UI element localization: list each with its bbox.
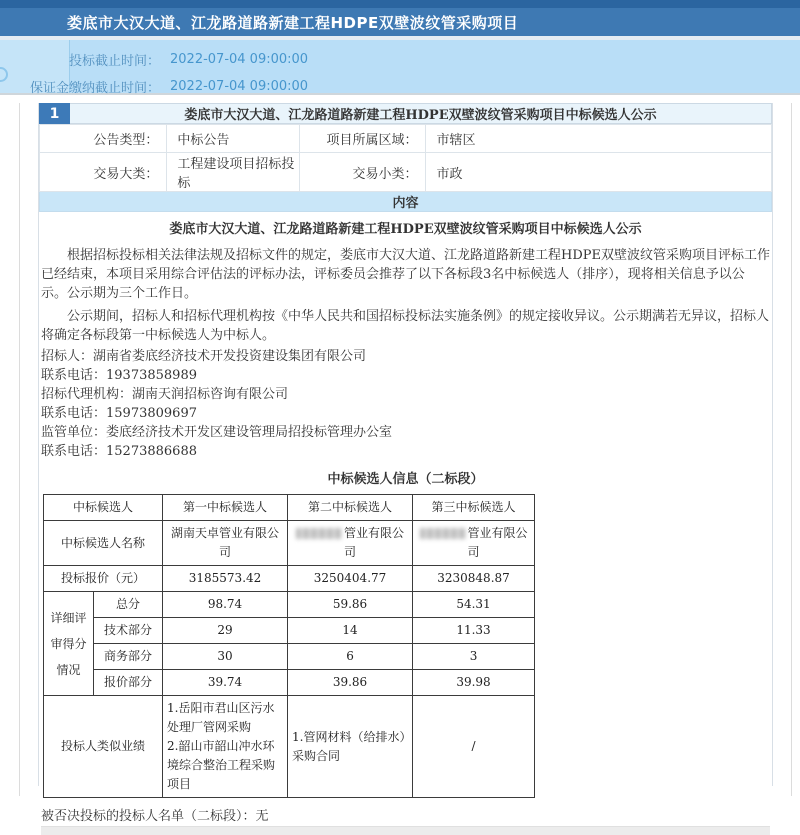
total-score-1: 98.74: [163, 592, 288, 618]
technical-score-label: 技术部分: [94, 618, 163, 644]
header-candidate: 中标候选人: [44, 495, 163, 521]
header-first-candidate: 第一中标候选人: [163, 495, 288, 521]
redacted-name: [296, 528, 342, 539]
region-label: 项目所属区域：: [299, 125, 426, 153]
header-third-candidate: 第三中标候选人: [413, 495, 535, 521]
third-candidate-name: [413, 521, 535, 566]
candidate-table: [43, 494, 535, 798]
business-score-2: 6: [288, 644, 413, 670]
rejected-bidders-note: 被否决投标的投标人名单（二标段）：无: [41, 809, 269, 824]
technical-score-3: 11.33: [413, 618, 535, 644]
candidate-header-row: [44, 495, 535, 521]
meta-row-1: [40, 125, 772, 153]
agency-phone-line: 联系电话：15973809697: [41, 406, 197, 421]
bid-deadline-row: [0, 49, 308, 69]
paragraph-1: 根据招标投标相关法律法规及招标文件的规定，娄底市大汉大道、江龙路道路新建工程HDPE双壁波纹管采购项目评标工作已经结束，本项目采用综合评估法的评标办法，评标委员会推荐了以下各标段3名中标候选人（排序），现将相关信息予以公示。公示期为三个工作日。: [41, 248, 770, 301]
candidate-name-row: [44, 521, 535, 566]
section-index-badge[interactable]: 1: [39, 103, 70, 124]
first-bid-price: 3185573.42: [163, 566, 288, 592]
supervisor-phone-line: 联系电话：15273886688: [41, 444, 197, 459]
trade-major-label: 交易大类：: [40, 153, 167, 192]
deposit-deadline-label: 保证金缴纳截止时间：: [29, 80, 160, 96]
second-candidate-name: [288, 521, 413, 566]
price-score-2: 39.86: [288, 670, 413, 696]
business-score-3: 3: [413, 644, 535, 670]
technical-score-1: 29: [163, 618, 288, 644]
header-second-candidate: 第二中标候选人: [288, 495, 413, 521]
trade-minor-value: 市政: [426, 153, 772, 192]
bid-price-row: [44, 566, 535, 592]
tenderer-phone-line: 联系电话：19373858989: [41, 368, 197, 383]
announcement-body: [39, 212, 772, 835]
record-item-2: 2.韶山市韶山冲水环境综合整治工程采购项目: [167, 739, 276, 791]
score-label-line1: 详细评: [50, 610, 87, 625]
second-bid-price: 3250404.77: [288, 566, 413, 592]
price-row-label: 投标报价（元）: [44, 566, 163, 592]
deadline-panel: [0, 40, 800, 95]
similar-record-row: [44, 696, 535, 798]
score-label-line2: 审得分: [50, 636, 87, 651]
price-score-1: 39.74: [163, 670, 288, 696]
third-bid-price: 3230848.87: [413, 566, 535, 592]
meta-row-2: [40, 153, 772, 192]
content-header: 内容: [39, 192, 772, 212]
technical-score-2: 14: [288, 618, 413, 644]
top-accent-bar: [0, 0, 800, 8]
second-candidate-record: 1.管网材料（给排水）采购合同: [288, 696, 413, 798]
first-candidate-record: [163, 696, 288, 798]
business-score-1: 30: [163, 644, 288, 670]
price-score-label: 报价部分: [94, 670, 163, 696]
tenderer-line: 招标人：湖南省娄底经济技术开发投资建设集团有限公司: [41, 349, 367, 364]
agency-line: 招标代理机构：湖南天润招标咨询有限公司: [41, 387, 289, 402]
trade-major-value: 工程建设项目招标投标: [167, 153, 299, 192]
bid-deadline-label: 投标截止时间：: [68, 53, 160, 69]
notice-type-value: 中标公告: [167, 125, 299, 153]
notice-type-label: 公告类型：: [40, 125, 167, 153]
score-business-row: [44, 644, 535, 670]
project-title-bar: [0, 8, 800, 36]
score-price-row: [44, 670, 535, 696]
announcement-meta-table: [39, 124, 772, 192]
third-candidate-record: /: [413, 696, 535, 798]
section-header[interactable]: [39, 103, 772, 124]
total-score-2: 59.86: [288, 592, 413, 618]
second-name-suffix: 管业有限公司: [344, 526, 405, 559]
business-score-label: 商务部分: [94, 644, 163, 670]
total-score-3: 54.31: [413, 592, 535, 618]
paragraph-2: 公示期间，招标人和招标代理机构按《中华人民共和国招标投标法实施条例》的规定接收异议。公示期满若无异议，招标人将确定各标段第一中标候选人为中标人。: [41, 309, 770, 343]
bottom-strip: [41, 826, 770, 835]
candidate-table-title: 中标候选人信息（二标段）: [327, 472, 484, 487]
project-title: 娄底市大汉大道、江龙路道路新建工程HDPE双壁波纹管采购项目: [67, 13, 519, 32]
announcement-title: 娄底市大汉大道、江龙路道路新建工程HDPE双壁波纹管采购项目中标候选人公示: [169, 222, 642, 237]
bid-deadline-value: 2022-07-04 09:00:00: [170, 51, 309, 67]
record-item-1: 1.岳阳市君山区污水处理厂管网采购: [167, 701, 275, 734]
announcement-section: [38, 103, 773, 824]
name-row-label: 中标候选人名称: [44, 521, 163, 566]
score-label-line3: 情况: [56, 662, 81, 677]
first-candidate-name: 湖南天卓管业有限公司: [163, 521, 288, 566]
third-name-suffix: 管业有限公司: [467, 526, 528, 559]
region-value: 市辖区: [426, 125, 772, 153]
score-total-row: [44, 592, 535, 618]
deposit-deadline-value: 2022-07-04 09:00:00: [170, 78, 309, 94]
supervisor-line: 监管单位：娄底经济技术开发区建设管理局招投标管理办公室: [41, 425, 393, 440]
trade-minor-label: 交易小类：: [299, 153, 426, 192]
total-score-label: 总分: [94, 592, 163, 618]
deposit-deadline-row: [0, 76, 308, 96]
score-technical-row: [44, 618, 535, 644]
record-row-label: 投标人类似业绩: [44, 696, 163, 798]
price-score-3: 39.98: [413, 670, 535, 696]
section-title[interactable]: 娄底市大汉大道、江龙路道路新建工程HDPE双壁波纹管采购项目中标候选人公示: [70, 103, 772, 124]
page-container: [19, 103, 792, 824]
score-group-label: [44, 592, 94, 696]
redacted-name: [420, 528, 466, 539]
